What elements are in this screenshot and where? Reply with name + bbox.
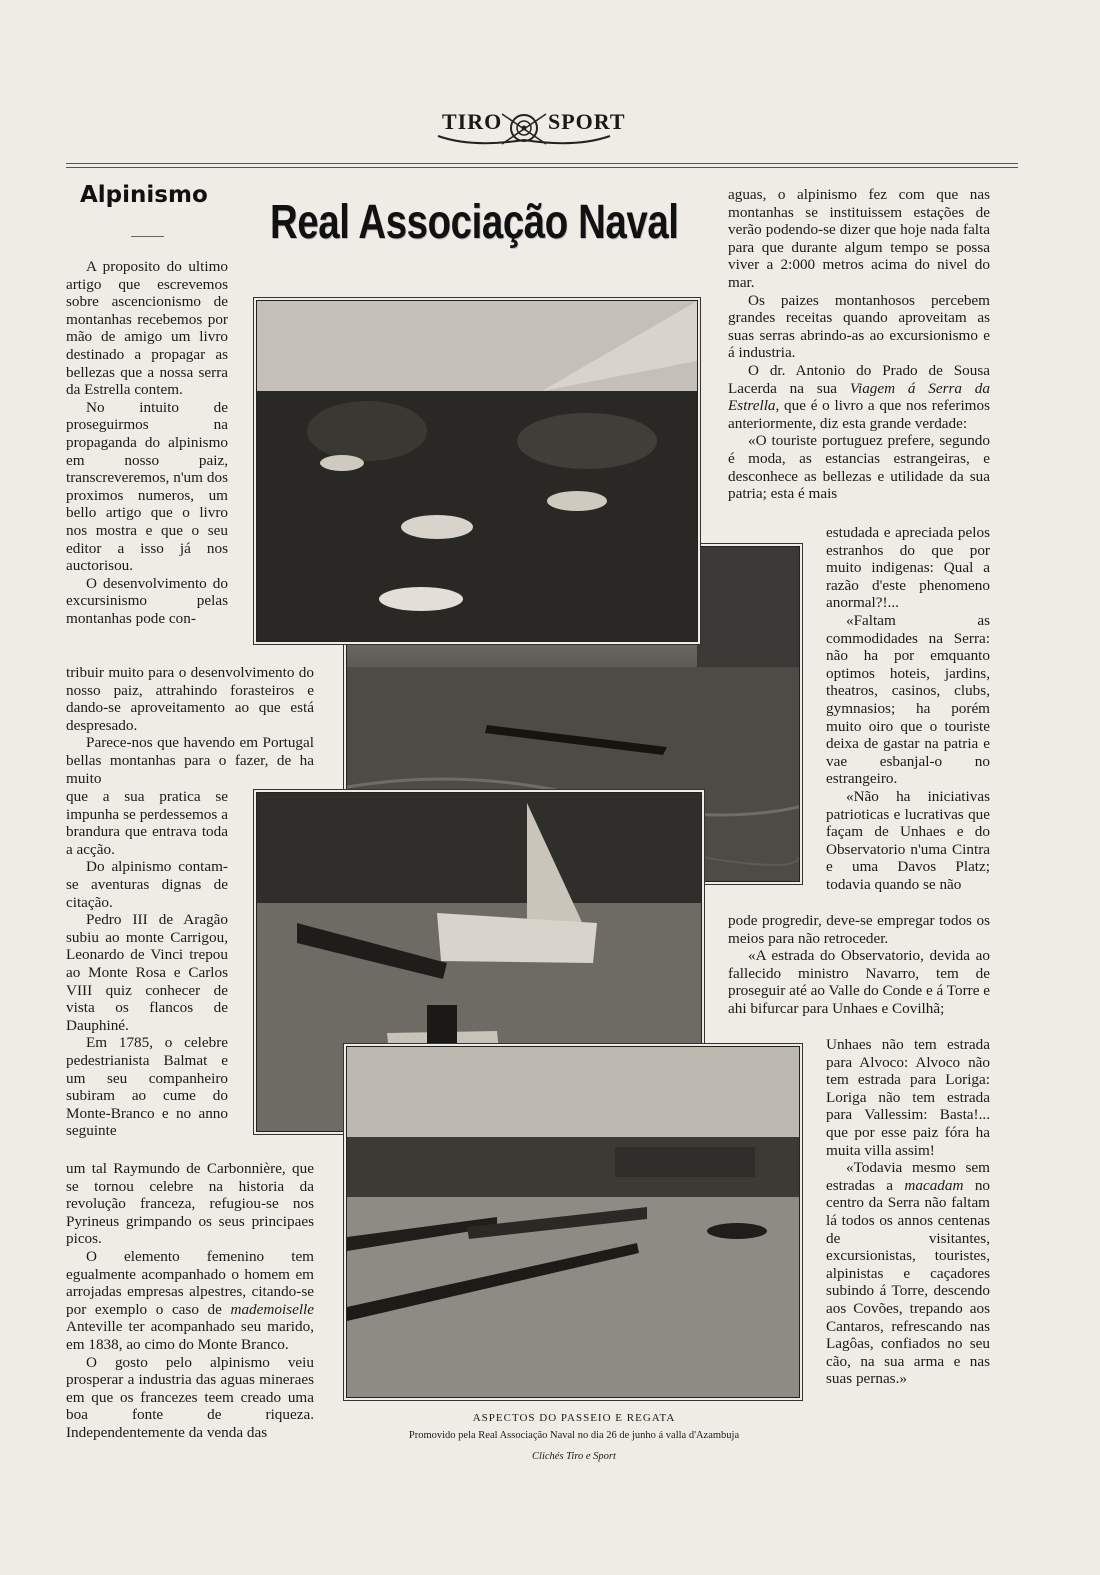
paragraph: A proposito do ultimo artigo que escrevemos sobre ascencionismo de montanhas recebemos por mão de amigo um livro destinado a propagar as bellezas que a nossa serra da Estrella contem. (66, 258, 228, 399)
paragraph: aguas, o alpinismo fez com que nas montanhas se instituissem estações de verão podendo-se dizer que hoje nada falta para que durante algum tempo se possa viver a 2:000 metros acima do nivel do mar. (728, 186, 990, 291)
paragraph: estudada e apreciada pelos estranhos do que por muito indigenas: Qual a razão d'este phenomeno anormal?!... (826, 524, 990, 612)
paragraph: «O touriste portuguez prefere, segundo é moda, as estancias estrangeiras, e desconhece as bellezas e utilidade da sua patria; esta é mais (728, 432, 990, 503)
paragraph: que a sua pratica se impunha se perdessemos a brandura que entrava toda a acção. (66, 788, 228, 858)
paragraph: tribuir muito para o desenvolvimento do nosso paiz, attrahindo forasteiros e dando-se aproveitamento ao que está despresado. (66, 664, 314, 734)
headline: Real Associação Naval (270, 196, 679, 249)
left-column-bottom (66, 1160, 314, 1442)
rowing-swimmers-image (347, 1047, 799, 1397)
photo-crowd-on-boat (256, 300, 698, 642)
paragraph: pode progredir, deve-se empregar todos os meios para não retroceder. (728, 912, 990, 947)
right-column-narrow (826, 524, 990, 893)
paragraph: «Faltam as commodidades na Serra: não ha por emquanto optimos hoteis, jardins, theatros, casinos, clubs, gymnasios; ha porém muito oiro que o touriste deixa de gastar na patria e vae esbanjal-o no estrangeiro. (826, 611, 990, 788)
photo-rowing-swimmers (346, 1046, 800, 1398)
crowd-on-boat-image (257, 301, 697, 641)
section-title: Alpinismo (80, 182, 208, 208)
caption-credit: Clichés Tiro e Sport (532, 1451, 616, 1462)
caption-title: ASPECTOS DO PASSEIO E REGATA (472, 1412, 676, 1424)
paragraph: No intuito de proseguirmos na propaganda do alpinismo em nosso paiz, transcreveremos, n'um dos proximos numeros, um bello artigo que o livro nos mostra e que o seu editor a isso já nos auctorisou. (66, 398, 228, 575)
paragraph: O dr. Antonio do Prado de Sousa Lacerda na sua Viagem á Serra da Estrella, que é o livro a que nos referimos anteriormente, diz esta grande verdade: (728, 361, 990, 432)
paragraph: O desenvolvimento do excursinismo pelas montanhas pode con- (66, 574, 228, 627)
paragraph: «A estrada do Observatorio, devida ao fallecido ministro Navarro, tem de proseguir até ao Valle do Conde e á Torre e ahi bifurcar para Unhaes e Covilhã; (728, 947, 990, 1017)
paragraph: Unhaes não tem estrada para Alvoco: Alvoco não tem estrada para Loriga: Loriga não tem estrada para Vallessim: Basta!... que por esse paiz fóra ha muita villa assim! (826, 1036, 990, 1159)
right-column-top (728, 186, 990, 503)
right-column-narrow-2 (826, 1036, 990, 1388)
paragraph: Parece-nos que havendo em Portugal bellas montanhas para o fazer, de ha muito (66, 734, 314, 787)
left-column-top (66, 258, 228, 627)
paragraph: «Não ha iniciativas patrioticas e lucrativas que façam de Unhaes e do Observatorio n'uma Cintra e uma Davos Platz; todavia quando se não (826, 787, 990, 893)
top-rule-2 (66, 167, 1018, 168)
paragraph: Do alpinismo contam-se aventuras dignas de citação. (66, 858, 228, 911)
masthead-left-word: TIRO (442, 109, 503, 134)
paragraph: O elemento femenino tem egualmente acompanhado o homem em arrojadas empresas alpestres, citando-se por exemplo o caso de mademoiselle Anteville ter acompanhado seu marido, em 1838, ao cimo do Monte Branco. (66, 1247, 314, 1353)
top-rule (66, 163, 1018, 164)
masthead-logo (432, 106, 626, 152)
paragraph: «Todavia mesmo sem estradas a macadam no centro da Serra não faltam lá todos os annos centenas de visitantes, excursionistas, touristes, alpinistas e caçadores subindo á Torre, descendo aos Covões, trepando aos Cantaros, refrescando nas Lagôas, confiados no seu cão, na sua arma e nas suas pernas.» (826, 1159, 991, 1388)
left-column-mid (66, 664, 314, 787)
right-column-wide (728, 912, 990, 1018)
paragraph: Os paizes montanhosos percebem grandes receitas quando aproveitam as suas serras abrindo-as ao excursionismo e á industria. (728, 291, 990, 362)
left-column-low (66, 788, 228, 1140)
masthead-right-word: SPORT (548, 109, 626, 134)
paragraph: um tal Raymundo de Carbonnière, que se tornou celebre na historia da revolução franceza, refugiou-se nos Pyrineus grimpando os seus principaes picos. (66, 1160, 314, 1248)
paragraph: O gosto pelo alpinismo veiu prosperar a industria das aguas mineraes em que os francezes teem creado uma boa fonte de riqueza. Independentemente da venda das (66, 1353, 314, 1441)
title-divider (131, 236, 164, 237)
paragraph: Pedro III de Aragão subiu ao monte Carrigou, Leonardo de Vinci trepou ao Monte Rosa e Carlos VIII quiz conhecer de vista os flancos de Dauphiné. (66, 911, 228, 1034)
paragraph: Em 1785, o celebre pedestrianista Balmat e um seu companheiro subiram ao cume do Monte-Branco e no anno seguinte (66, 1034, 228, 1140)
caption-subtitle: Promovido pela Real Associação Naval no dia 26 de junho á valla d'Azambuja (408, 1430, 740, 1441)
